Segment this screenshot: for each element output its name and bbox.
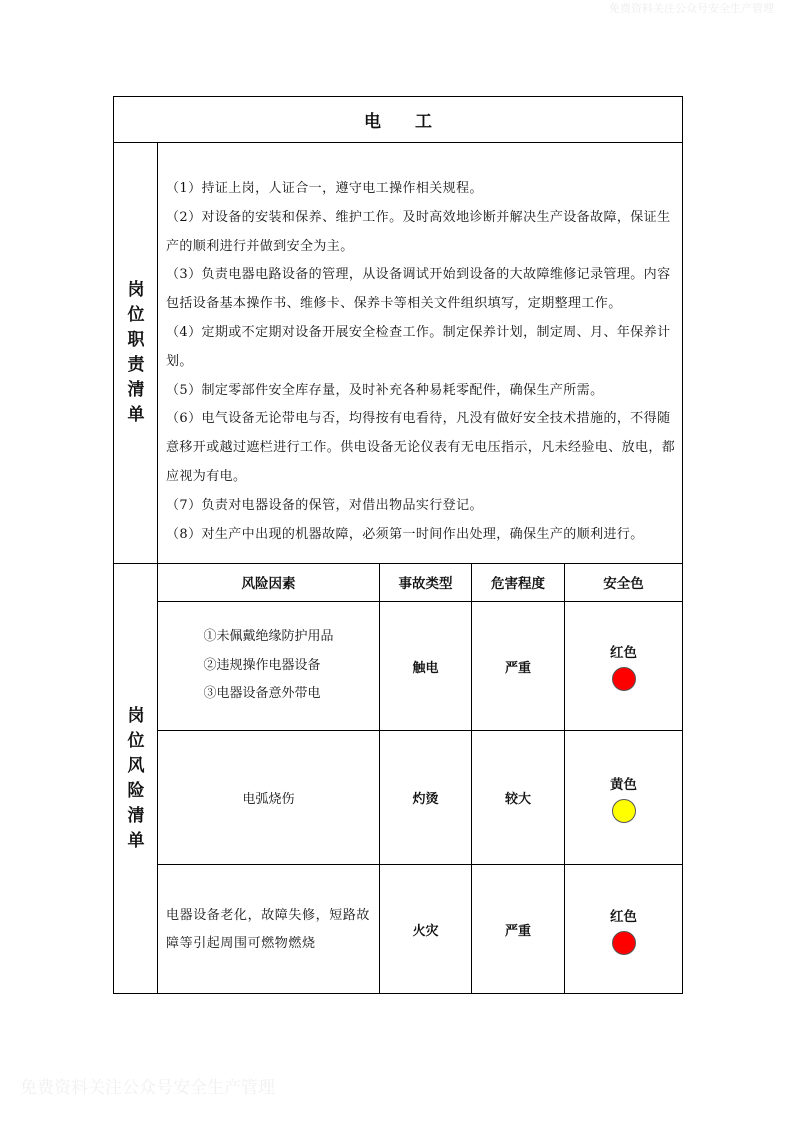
- duty-item: （6）电气设备无论带电与否，均得按有电看待，凡没有做好安全技术措施的，不得随意移开或越过遮栏进行工作。供电设备无论仪表有无电压指示，凡未经验电、放电，都应视为有电。: [166, 411, 676, 484]
- duties-list: [166, 175, 678, 549]
- header-accident-type: 事故类型: [398, 576, 453, 592]
- duty-item: （1）持证上岗，人证合一，遵守电工操作相关规程。: [166, 181, 483, 196]
- header-risk-factor: 风险因素: [241, 576, 296, 592]
- top-watermark: 免费资料关注公众号安全生产管理: [609, 2, 774, 15]
- accident-type-cell: 火灾: [412, 924, 439, 939]
- safety-color-cell: [565, 731, 682, 864]
- page-title: 电 工: [364, 112, 446, 132]
- risk-factor-text: 电器设备老化，故障失修，短路故障等引起周围可燃物燃烧: [166, 907, 371, 951]
- severity-cell: 较大: [504, 792, 531, 807]
- duties-label-text: 岗 位 职 责 清 单: [127, 279, 145, 425]
- header-safety-color: 安全色: [603, 576, 644, 592]
- risk-factor-list: [203, 623, 333, 709]
- risk-factor-item: ①未佩戴绝缘防护用品: [203, 628, 334, 644]
- accident-type-cell: 灼烫: [412, 792, 439, 807]
- risk-factor-cell: 电弧烧伤: [242, 792, 295, 807]
- duty-item: （8）对生产中出现的机器故障，必须第一时间作出处理，确保生产的顺利进行。: [166, 526, 644, 542]
- severity-cell: 严重: [504, 660, 531, 676]
- risks-label-text: 岗 位 风 险 清 单: [127, 705, 145, 851]
- severity-cell: 严重: [504, 924, 531, 939]
- risk-factor-cell: [166, 865, 374, 994]
- job-sheet-table: [113, 96, 683, 994]
- safety-color-label: 红色: [610, 645, 637, 661]
- duty-item: （3）负责电器电路设备的管理，从设备调试开始到设备的大故障维修记录管理。内容包括设备基本操作书、维修卡、保养卡等相关文件组织填写，定期整理工作。: [166, 267, 671, 312]
- bottom-watermark: 免费资料关注公众号安全生产管理: [20, 1078, 275, 1098]
- duty-item: （5）制定零部件安全库存量，及时补充各种易耗零配件，确保生产所需。: [166, 382, 604, 398]
- duty-item: （4）定期或不定期对设备开展安全检查工作。制定保养计划，制定周、月、年保养计划。: [166, 324, 671, 369]
- safety-color-label: 红色: [610, 908, 637, 925]
- safety-color-cell: [565, 865, 682, 994]
- red-dot-icon: [612, 931, 636, 955]
- title-divider: [114, 142, 682, 143]
- red-dot-icon: [612, 667, 636, 691]
- safety-color-label: 黄色: [610, 776, 637, 793]
- risk-factor-item: ③电器设备意外带电: [203, 686, 321, 702]
- accident-type-cell: 触电: [412, 660, 439, 676]
- header-severity: 危害程度: [491, 576, 545, 592]
- safety-color-cell: [565, 602, 682, 730]
- risks-label: [114, 563, 158, 994]
- duty-item: （2）对设备的安装和保养、维护工作。及时高效地诊断并解决生产设备故障，保证生产的顺利进行并做到安全为主。: [166, 209, 671, 254]
- duties-label: [114, 142, 158, 563]
- duty-item: （7）负责对电器设备的保管，对借出物品实行登记。: [166, 497, 483, 513]
- yellow-dot-icon: [612, 799, 636, 823]
- risk-factor-cell: [158, 602, 379, 730]
- risk-factor-item: ②违规操作电器设备: [203, 657, 321, 673]
